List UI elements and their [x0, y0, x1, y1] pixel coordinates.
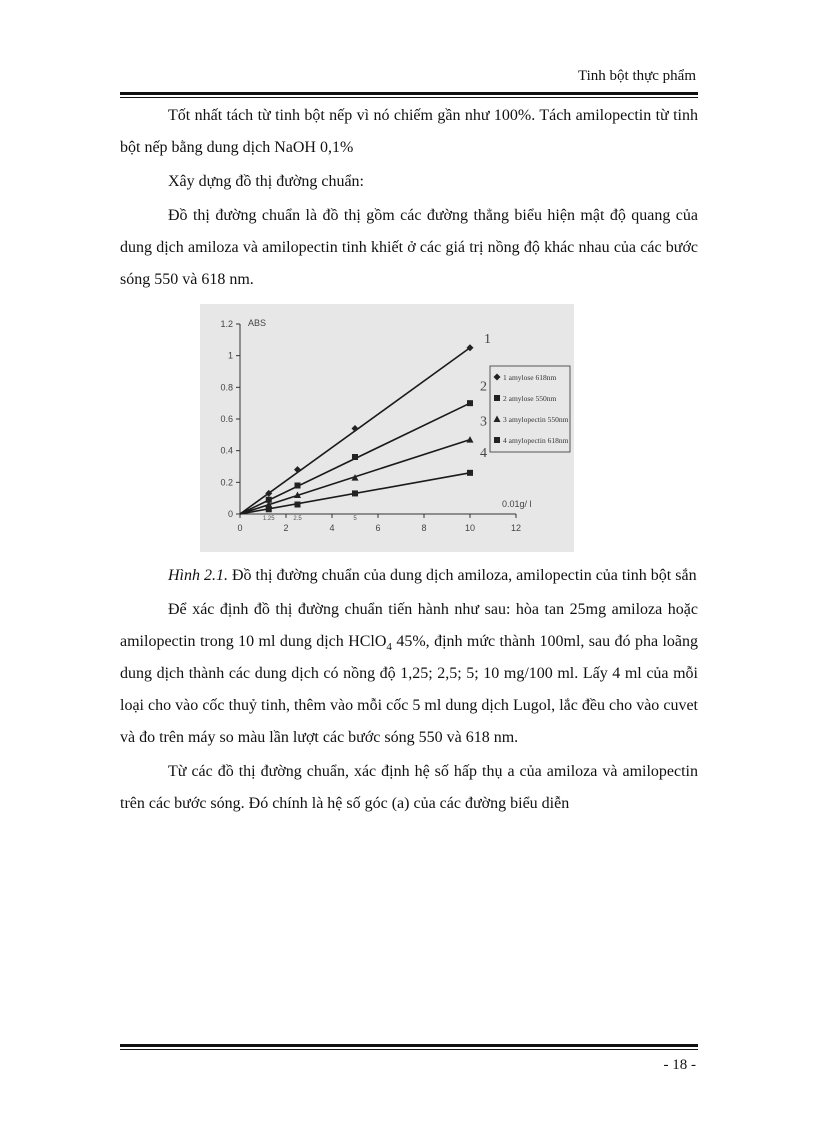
header-title: Tinh bột thực phẩm [577, 68, 696, 84]
footer-rule [120, 1044, 698, 1050]
y-tick-label: 0.2 [220, 477, 233, 488]
y-tick-label: 0.8 [220, 382, 233, 393]
y-tick-label: 0.6 [220, 414, 233, 424]
legend-marker-3 [494, 416, 501, 423]
series-number-3: 3 [480, 414, 487, 430]
data-point-series-2 [352, 454, 358, 460]
legend-label-4: 4 amylopectin 618nm [503, 436, 569, 445]
legend-label-3: 3 amylopectin 550nm [503, 415, 569, 424]
x-axis-label: 0.01g/ l [502, 499, 532, 509]
data-point-series-2 [295, 483, 301, 489]
paragraph-4-part-1: Để xác định đồ thị đường chuẩn tiến hành như sau: hòa tan 25mg amiloza hoặc amilopectin trong 10 ml dung dịch HClO [120, 601, 698, 650]
paragraph-3: Đồ thị đường chuẩn là đồ thị gồm các đường thẳng biểu hiện mật độ quang của dung dịch amiloza và amilopectin tinh khiết ở các giá trị nồng độ khác nhau của các bước sóng 550 và 618 nm. [120, 207, 698, 288]
series-number-4: 4 [480, 446, 487, 461]
paragraph-1: Tốt nhất tách từ tinh bột nếp vì nó chiếm gần như 100%. Tách amilopectin từ tinh bột nếp bằng dung dịch NaOH 0,1% [120, 107, 698, 156]
paragraph-2: Xây dựng đồ thị đường chuẩn: [168, 173, 364, 190]
data-point-series-2 [467, 400, 473, 406]
y-tick-label: 0 [227, 509, 233, 519]
standard-curve-figure [200, 304, 574, 552]
header-rule [120, 92, 698, 98]
series-number-1: 1 [484, 332, 491, 347]
paragraph-4-part-2: 45%, định mức thành 100ml, sau đó pha loãng dung dịch thành các dung dịch có nồng độ 1,25; 2,5; 5; 10 mg/100 ml. Lấy 4 ml của mỗi loại cho vào cốc thuỷ tinh, thêm vào mỗi cốc 5 ml dung dịch Lugol, lắc đều cho vào cuvet và đo trên máy so màu lần lượt các bước sóng 550 và 618 nm. [120, 633, 699, 746]
y-tick-label: 1.2 [220, 319, 233, 329]
y-tick-label: 1 [227, 350, 233, 361]
legend-label-2: 2 amylose 550nm [503, 394, 557, 403]
legend-marker-4 [494, 437, 500, 443]
page-content [120, 100, 698, 822]
data-point-series-4 [295, 502, 301, 508]
legend-marker-2 [494, 395, 500, 401]
paragraph-4 [120, 594, 698, 754]
legend-label-1: 1 amylose 618nm [503, 373, 557, 382]
page-number: - 18 - [663, 1057, 696, 1073]
x-tick-label: 0 [237, 523, 243, 533]
data-point-series-1 [294, 466, 301, 473]
paragraph-5: Từ các đồ thị đường chuẩn, xác định hệ số hấp thụ a của amiloza và amilopectin trên các bước sóng. Đó chính là hệ số góc (a) của các đường biểu diễn [120, 763, 698, 812]
caption-text: Đồ thị đường chuẩn của dung dịch amiloza, amilopectin của tinh bột sắn [228, 567, 697, 584]
data-point-series-4 [266, 506, 272, 512]
series-number-2: 2 [480, 379, 487, 395]
x-tick-label: 2 [283, 523, 289, 533]
x-tick-label: 10 [464, 523, 476, 533]
concentration-label: 2.5 [293, 516, 302, 522]
data-point-series-4 [352, 490, 358, 496]
figure-caption [120, 560, 698, 592]
x-tick-label: 6 [375, 523, 381, 533]
data-point-series-1 [352, 425, 359, 432]
concentration-label: 1.25 [262, 516, 275, 522]
x-tick-label: 12 [510, 523, 522, 533]
y-axis-label: ABS [248, 318, 267, 328]
caption-label: Hình 2.1. [168, 567, 228, 584]
standard-curve-chart [200, 304, 574, 552]
data-point-series-4 [467, 470, 473, 476]
y-tick-label: 0.4 [220, 445, 233, 456]
x-tick-label: 8 [421, 523, 427, 533]
concentration-label: 5 [353, 516, 357, 522]
legend-marker-1 [494, 374, 501, 381]
paragraph-4-subscript: 4 [386, 641, 392, 654]
x-tick-label: 4 [329, 523, 335, 533]
data-point-series-3 [467, 436, 474, 443]
